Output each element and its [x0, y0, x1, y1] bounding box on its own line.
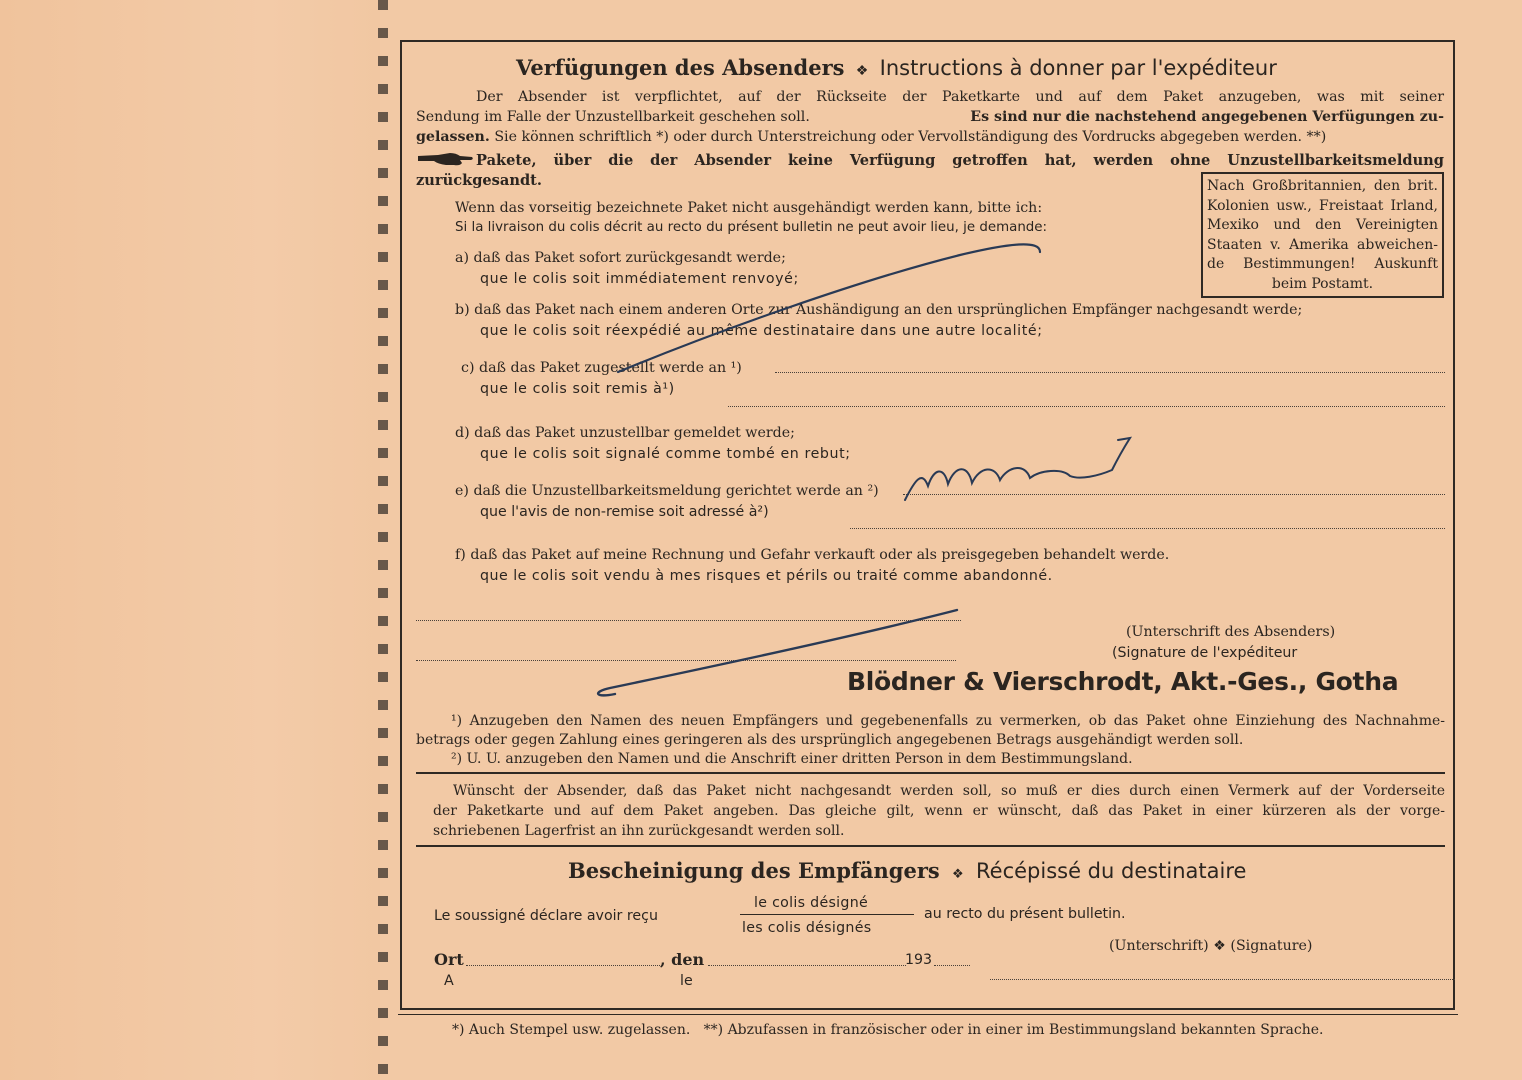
recipient-title-fr: Récépissé du destinataire	[976, 859, 1247, 883]
intro-line-2b: Es sind nur die nachstehend angegebenen Verfügungen zu-	[970, 109, 1444, 125]
option-c-text-de: daß das Paket zugestellt werde an ¹)	[479, 360, 742, 376]
receipt-colis-singular[interactable]: le colis désigné	[754, 895, 869, 911]
option-d-text-de: daß das Paket unzustellbar gemeldet werde;	[474, 425, 795, 441]
box-line: Kolonien usw., Freistaat Irland,	[1207, 197, 1438, 214]
footnote-1b: betrags oder gegen Zahlung eines geringeren als des ursprünglich angegebenen Betrags ausgehändigt werden soll.	[416, 732, 1244, 748]
notice-line-2: der Paketkarte und auf dem Paket angeben. Das gleiche gilt, wenn er wünscht, daß das Paket in einer kürzeren als der vorge-	[433, 803, 1445, 819]
footnote-1a: ¹) Anzugeben den Namen des neuen Empfängers und gegebenenfalls zu vermerken, ob das Paket ohne Einziehung des Nachnahme-	[451, 713, 1445, 729]
intro-line-2a: Sendung im Falle der Unzustellbarkeit geschehen soll.	[416, 109, 810, 125]
receipt-recto: au recto du présent bulletin.	[924, 906, 1126, 922]
footnote-2: ²) U. U. anzugeben den Namen und die Anschrift einer dritten Person in dem Bestimmungsland.	[451, 751, 1133, 767]
request-fr: Si la livraison du colis décrit au recto du présent bulletin ne peut avoir lieu, je demande:	[455, 220, 1048, 235]
receipt-ort-label: Ort	[434, 950, 464, 969]
notice-line-1: Wünscht der Absender, daß das Paket nicht nachgesandt werden soll, so muß er dies durch einen Vermerk auf der Vorderseite	[453, 783, 1445, 799]
receipt-declare: Le soussigné déclare avoir reçu	[434, 908, 658, 924]
title-fr: Instructions à donner par l'expéditeur	[879, 56, 1277, 80]
receipt-year-prefix: 193	[905, 952, 933, 968]
sender-company-stamp: Blödner & Vierschrodt, Akt.-Ges., Gotha	[847, 667, 1399, 696]
option-e-letter: e)	[455, 483, 469, 499]
option-e-fr: que l'avis de non-remise soit adressé à²)	[480, 504, 769, 520]
option-d-letter: d)	[455, 425, 470, 441]
bottom-note: *) Auch Stempel usw. zugelassen. **) Abzufassen in französischer oder in einer im Bestimmungsland bekannten Sprache.	[452, 1022, 1324, 1038]
option-f-text-de: daß das Paket auf meine Rechnung und Gefahr verkauft oder als preisgegeben behandelt werde.	[470, 547, 1170, 563]
box-line: de Bestimmungen! Auskunft	[1207, 256, 1438, 273]
option-c-letter: c)	[461, 360, 475, 376]
intro-line-3a: gelassen.	[416, 129, 490, 145]
box-line: Nach Großbritannien, den brit.	[1207, 178, 1438, 194]
option-a-letter: a)	[455, 250, 469, 266]
recipient-title-separator: ❖	[952, 867, 964, 882]
signature-label-de: (Unterschrift des Absenders)	[1126, 624, 1336, 640]
box-line: beim Postamt.	[1271, 275, 1374, 292]
title-de: Verfügungen des Absenders	[516, 55, 845, 80]
signature-label-fr: (Signature de l'expéditeur	[1112, 645, 1298, 661]
receipt-le-label: le	[680, 973, 693, 989]
warning-line-1: Pakete, über die der Absender keine Verfügung getroffen hat, werden ohne Unzustellbarkeitsmeldung	[476, 152, 1444, 169]
intro-line-3b: Sie können schriftlich *) oder durch Unterstreichung oder Vervollständigung des Vordrucks abgegeben werden. **)	[494, 129, 1327, 145]
option-f-fr: que le colis soit vendu à mes risques et périls ou traité comme abandonné.	[480, 568, 1053, 584]
receipt-den-label: , den	[660, 950, 705, 969]
box-line: Mexiko und den Vereinigten	[1207, 217, 1438, 234]
intro-line-1: Der Absender ist verpflichtet, auf der Rückseite der Paketkarte und auf dem Paket anzugeben, was mit seiner	[476, 89, 1444, 105]
receipt-a-label: A	[444, 973, 454, 989]
option-b-text-de: daß das Paket nach einem anderen Orte zur Aushändigung an den ursprünglichen Empfänger nachgesandt werde;	[474, 302, 1303, 318]
option-a-fr: que le colis soit immédiatement renvoyé;	[480, 271, 799, 287]
title-separator: ❖	[855, 63, 869, 79]
warning-line-2: zurückgesandt.	[416, 172, 542, 189]
option-a-text-de: daß das Paket sofort zurückgesandt werde;	[473, 250, 786, 266]
option-e-text-de: daß die Unzustellbarkeitsmeldung gerichtet werde an ²)	[473, 483, 879, 499]
option-b-fr: que le colis soit réexpédié au même destinataire dans une autre localité;	[480, 323, 1043, 339]
option-f-letter: f)	[455, 547, 466, 563]
notice-line-3: schriebenen Lagerfrist an ihn zurückgesandt werden soll.	[433, 823, 845, 839]
box-line: Staaten v. Amerika abweichen-	[1207, 236, 1438, 253]
option-b-letter: b)	[455, 302, 470, 318]
recipient-title-de: Bescheinigung des Empfängers	[568, 858, 940, 883]
receipt-colis-plural[interactable]: les colis désignés	[742, 920, 872, 936]
option-d-fr: que le colis soit signalé comme tombé en rebut;	[480, 446, 851, 462]
receipt-signature-label: (Unterschrift) ❖ (Signature)	[1109, 938, 1313, 954]
option-c-fr: que le colis soit remis à¹)	[480, 381, 675, 397]
request-de: Wenn das vorseitig bezeichnete Paket nicht ausgehändigt werden kann, bitte ich:	[455, 200, 1043, 216]
